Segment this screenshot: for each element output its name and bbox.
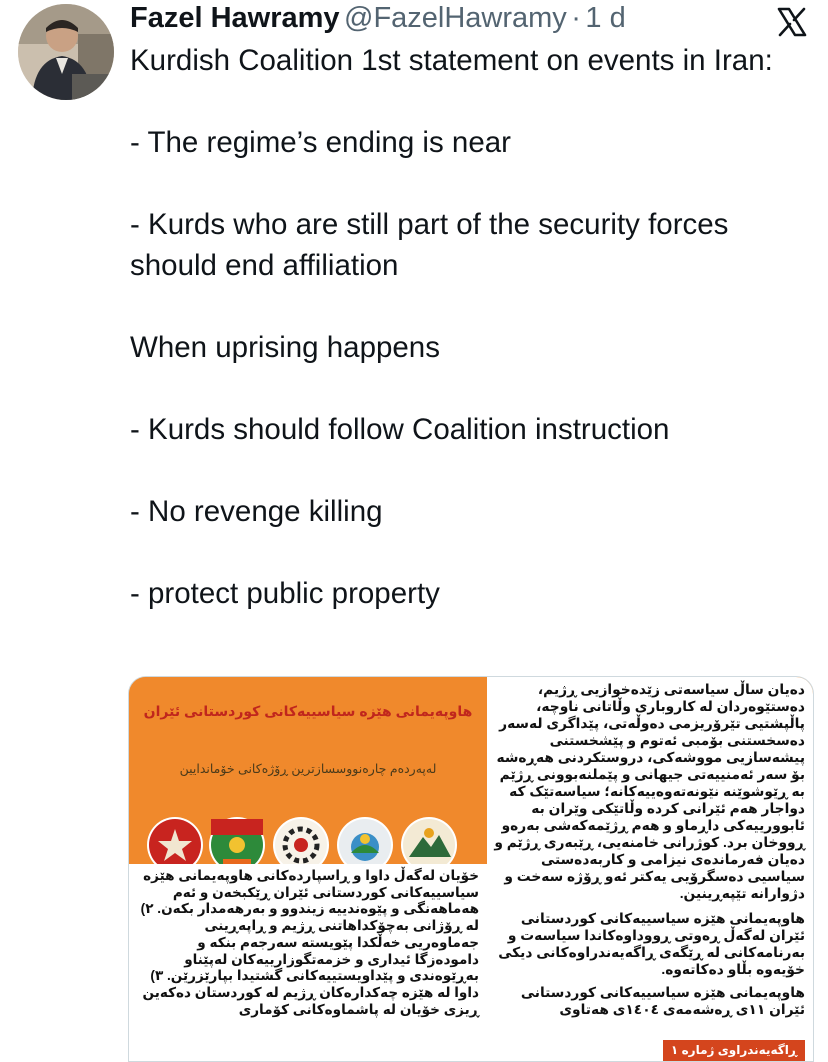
tweet-header xyxy=(130,2,758,36)
tweet-line: - protect public property xyxy=(130,577,440,610)
tweet-line: - The regime’s ending is near xyxy=(130,126,511,159)
coalition-subtitle: لەپەردەم چارەنووسسازترین ڕۆژەکانی خۆماندایین xyxy=(179,762,437,776)
tweet-line: - Kurds should follow Coalition instruction xyxy=(130,413,670,446)
party-logos xyxy=(147,817,477,867)
coalition-title: هاوپەیمانی هێزە سیاسییەکانی کوردستانی ئێران xyxy=(143,703,473,719)
statement-paragraph: هاوپەیمانی هێزە سیاسییەکانی کوردستانی ئێران لەگەڵ ڕەوتی ڕووداوەکاندا سیاسەت و بەرنامەکانی لە ڕێگەی ڕاگەیەندراوەکانی دیکی خۆیەوە بڵاو دەکاتەوە. xyxy=(498,911,805,977)
statement-cover xyxy=(129,677,487,1061)
statement-signature: هاوپەیمانی هێزە سیاسییەکانی کوردستانی ئێران ١١ی ڕەشەمەی ١٤٠٤ی هەتاوی xyxy=(520,985,805,1017)
author-handle[interactable]: @FazelHawramy xyxy=(344,2,567,34)
statement-number-tag: ڕاگەیەندراوی ژمارە ١ xyxy=(663,1040,805,1061)
tweet-time[interactable]: 1 d xyxy=(585,2,626,34)
author-name[interactable]: Fazel Hawramy xyxy=(130,2,340,34)
tweet-line: Kurdish Coalition 1st statement on events in Iran: xyxy=(130,44,773,77)
tweet-line: - No revenge killing xyxy=(130,495,383,528)
x-logo-icon[interactable] xyxy=(776,6,808,38)
tweet-media-image[interactable] xyxy=(128,676,814,1062)
tweet-line: - Kurds who are still part of the security forces should end affiliation xyxy=(130,208,729,282)
author-avatar[interactable] xyxy=(18,4,114,100)
statement-text-left: خۆیان لەگەڵ داوا و ڕاسپاردەکانی هاوپەیمانی هێزە سیاسییەکانی کوردستانی ئێران ڕێکبخەن و ئەم هەماهەنگی و پێوەندییە زیندوو و بەرهەمدار بکەن. ٢) لە ڕۆژانی بەچۆکداهاتنی ڕژیم و ڕاپەڕینی جەماوەریی خەڵکدا پێویستە سەرجەم بنکە و دامودەزگا ئیداری و خزمەتگوزارییەکان لەپێناو بەڕێوەندی و پێداویستییەکانی گشتیدا بپارێزرێن. ٣) داوا لە هێزە چەکدارەکان ڕژیم لە کوردستان دەکەین ڕیزی خۆیان لە پاشماوەکانی کۆماری xyxy=(129,864,487,1061)
tweet-body xyxy=(130,40,810,614)
separator-dot: · xyxy=(571,2,581,34)
statement-text-right xyxy=(487,677,813,1061)
tweet-line: When uprising happens xyxy=(130,331,440,364)
statement-paragraph: دەیان ساڵ سیاسەتی زێدەخوازیی ڕژیم، دەستێوەردان لە کاروباری وڵاتانی ناوچە، پاڵپشتیی تێرۆریزمی دەوڵەتی، پێداگری لەسەر دەسخستنی بۆمبی ئەتوم و پێشخستنی پیشەسازیی مووشەکی، دروستکردنی هەڕەشە بۆ سەر ئەمنییەتی جیهانی و پێملنەبوونی ڕژێم بە ڕێوشوێنە نێونەتەوەییەکانە؛ سیاسەتێک کە دواجار هەم ئێرانی کردە وڵاتێکی وێران بە ئابوورییەکی داڕماو و هەم ڕژێمەکەشی بەرەو ڕووخان برد. کوژرانی خامنەیی، ڕێبەری ڕژێم و دەیان فەرماندەی نیزامی و کاربەدەستی سیاسیی دەسگرۆیی یەکتر ئەو ڕۆژە سەخت و دژوارانە تێپەڕینین. xyxy=(494,682,805,901)
avatar-photo xyxy=(18,4,114,100)
